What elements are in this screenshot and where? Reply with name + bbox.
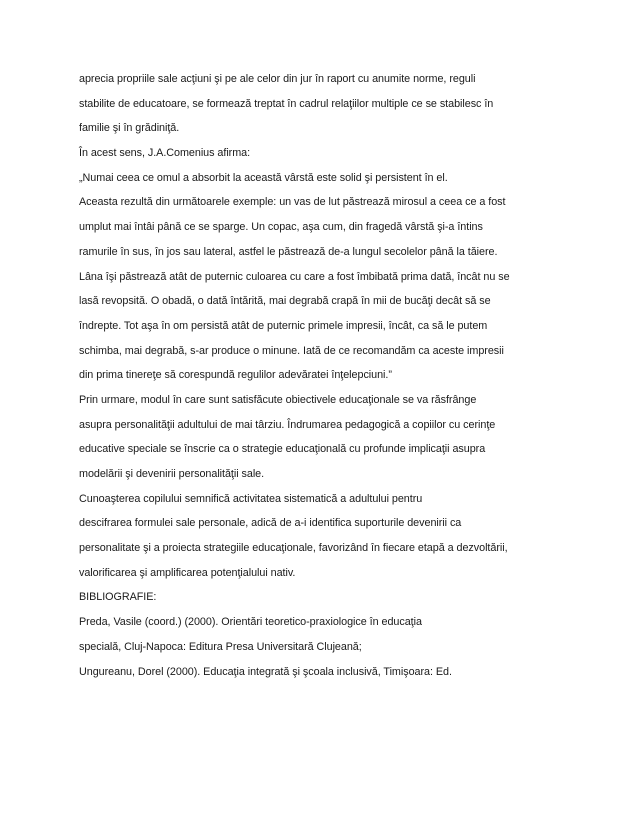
quote-line: schimba, mai degrabă, s-ar produce o minune. Iată de ce recomandăm ca aceste impresii [79,344,504,357]
bibliography-entry: specială, Cluj-Napoca: Editura Presa Universitară Clujeană; [79,640,362,653]
quote-line: ramurile în sus, în jos sau lateral, astfel le păstrează de-a lungul secolelor până la tăiere. [79,245,498,258]
text-line: aprecia propriile sale acţiuni şi pe ale celor din jur în raport cu anumite norme, reguli [79,73,476,85]
document-body [79,70,599,687]
text-line: modelării şi devenirii personalităţii sale. [79,468,265,480]
text-line: Cunoaşterea copilului semnifică activitatea sistematică a adultului pentru [79,492,423,505]
quote-line: lasă revopsită. O obadă, o dată întărită, mai degrabă crapă în mii de bucăţi decât să se [79,295,491,308]
text-line: personalitate şi a proiecta strategiile educaţionale, favorizând în fiecare etapă a dezvoltării, [79,542,508,555]
quote-line: din prima tinereţe să corespundă regulilor adevăratei înţelepciuni.” [79,369,392,382]
bibliography-entry: Ungureanu, Dorel (2000). Educaţia integrată şi şcoala inclusivă, Timişoara: Ed. [79,665,452,678]
bibliography-heading: BIBLIOGRAFIE: [79,591,157,604]
text-line: valorificarea şi amplificarea potenţialului nativ. [79,566,296,579]
text-line: asupra personalităţii adultului de mai târziu. Îndrumarea pedagogică a copiilor cu cerinţe [79,418,496,431]
text-line: descifrarea formulei sale personale, adică de a-i identifica suporturile devenirii ca [79,517,462,530]
quote-line: îndrepte. Tot aşa în om persistă atât de puternic primele impresii, încât, ca să le putem [79,319,488,332]
quote-line: „Numai ceea ce omul a absorbit la această vârstă este solid şi persistent în el. [79,171,448,184]
bibliography-entry: Preda, Vasile (coord.) (2000). Orientări teoretico-praxiologice în educaţia [79,616,422,629]
quote-line: Aceasta rezultă din următoarele exemple: un vas de lut păstrează mirosul a ceea ce a fost [79,196,506,209]
quote-line: umplut mai întâi până ce se sparge. Un copac, aşa cum, din fragedă vârstă şi-a întins [79,221,483,234]
text-line: În acest sens, J.A.Comenius afirma: [79,147,251,160]
text-line: stabilite de educatoare, se formează treptat în cadrul relaţiilor multiple ce se stabilesc în [79,97,494,110]
text-line: familie şi în grădiniţă. [79,122,180,135]
text-line: educative speciale se înscrie ca o strategie educaţională cu profunde implicaţii asupra [79,443,486,456]
quote-line: Lâna îşi păstrează atât de puternic culoarea cu care a fost îmbibată prima dată, încât nu se [79,270,510,283]
text-line: Prin urmare, modul în care sunt satisfăcute obiectivele educaţionale se va răsfrânge [79,393,477,406]
